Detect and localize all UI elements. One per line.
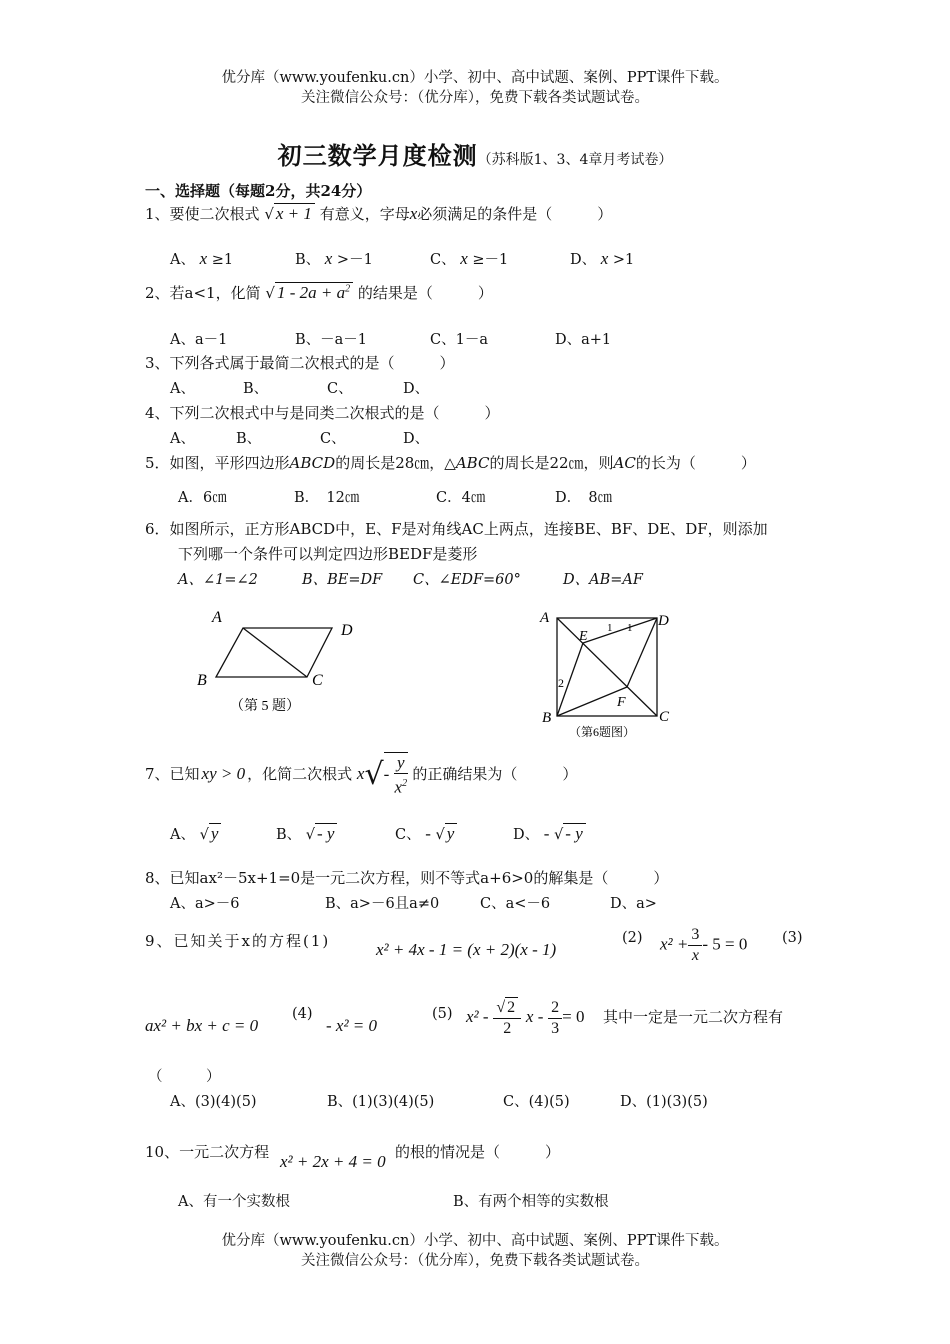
q6-option-c: C、∠EDF=60°: [413, 572, 521, 588]
q9-option-c: C、(4)(5): [503, 1094, 570, 1110]
q3-option-b: B、: [243, 381, 269, 397]
footer-line-1: 优分库（www.youfenku.cn）小学、初中、高中试题、案例、PPT课件下载。: [221, 1233, 729, 1249]
q5-option-b: B． 12㎝: [294, 490, 360, 506]
fig6-label-c: C: [659, 709, 670, 725]
q9-tail: 其中一定是一元二次方程有: [603, 1008, 784, 1026]
q6-option-b: B、BE=DF: [302, 572, 383, 588]
fig6-label-e: E: [579, 629, 588, 644]
q1-option-a: A、 x ≥1: [170, 249, 234, 268]
fig5-label-d: D: [341, 622, 353, 639]
q2-option-a: A、a－1: [170, 332, 228, 348]
fig6-angle-1a: 1: [607, 622, 613, 634]
q7-option-c: C、 - √ y: [395, 823, 457, 844]
q5-option-a: A．6㎝: [178, 490, 227, 506]
q2-option-b: B、－a－1: [295, 332, 368, 348]
q5-option-d: D． 8㎝: [555, 490, 613, 506]
fig5-label-a: A: [212, 609, 222, 626]
header-line-1: 优分库（www.youfenku.cn）小学、初中、高中试题、案例、PPT课件下载。: [221, 70, 729, 86]
header-line-2: 关注微信公众号：（优分库），免费下载各类试题试卷。: [301, 90, 649, 106]
q1-prefix: 1、要使二次根式: [145, 205, 260, 223]
fig6-label-d: D: [658, 613, 669, 629]
question-6-line-2: 下列哪一个条件可以判定四边形BEDF是菱形: [178, 545, 478, 563]
q1-option-b: B、 x >－1: [295, 249, 373, 268]
q4-option-b: B、: [236, 431, 262, 447]
q4-option-d: D、: [403, 431, 430, 447]
title-sub: （苏科版1、3、4章月考试卷）: [477, 152, 673, 168]
fig6-line-de: [583, 618, 657, 643]
fig6-label-b: B: [542, 710, 552, 726]
q9-option-b: B、(1)(3)(4)(5): [327, 1094, 435, 1110]
q2-option-c: C、1－a: [430, 332, 488, 348]
q7-option-d: D、 - √ - y: [513, 823, 586, 844]
question-9-prefix: 9、已知关于x的方程(1): [145, 932, 331, 950]
q1-suffix: 必须满足的条件是（ ）: [417, 205, 613, 223]
q2-prefix: 2、若a<1，化简: [145, 284, 261, 302]
q6-option-d: D、AB=AF: [563, 572, 643, 588]
fig5-caption: （第 5 题）: [230, 699, 300, 714]
question-8: 8、已知ax²－5x+1=0是一元二次方程，则不等式a+6>0的解集是（ ）: [145, 869, 669, 887]
q2-sqrt: √ $1 - 2a + a^2$: [265, 282, 353, 303]
q9-option-a: A、(3)(4)(5): [170, 1094, 257, 1110]
question-6-line-1: 6．如图所示，正方形ABCD中，E、F是对角线AC上两点，连接BE、BF、DE、DF，则添加: [145, 520, 768, 538]
q4-option-a: A、: [170, 431, 195, 447]
q9-label-2: (2): [622, 930, 643, 946]
q9-eq1: x² + 4x - 1 = (x + 2)(x - 1): [376, 940, 557, 959]
fig6-label-a: A: [540, 610, 550, 626]
q9-label-5: (5): [432, 1006, 453, 1022]
q5-option-c: C．4㎝: [436, 490, 486, 506]
q2-suffix: 的结果是（ ）: [357, 284, 493, 302]
q3-option-a: A、: [170, 381, 195, 397]
q2-option-d: D、a+1: [555, 332, 612, 348]
title-main: 初三数学月度检测: [277, 141, 478, 170]
q8-option-d: D、a>: [610, 896, 657, 912]
question-3: 3、下列各式属于最简二次根式的是（ ）: [145, 354, 455, 372]
question-5: 5．如图，平形四边形ABCD的周长是28㎝，△ABC的周长是22㎝，则AC的长为（ ）: [145, 454, 756, 472]
q3-option-c: C、: [327, 381, 353, 397]
q10-suffix: 的根的情况是（ ）: [395, 1143, 561, 1161]
page-title: [0, 136, 950, 171]
q10-eq: x² + 2x + 4 = 0: [280, 1152, 386, 1171]
q1-mid: 有意义，字母: [319, 205, 410, 223]
footer-line-2: 关注微信公众号：（优分库），免费下载各类试题试卷。: [301, 1253, 649, 1269]
q2-radicand: $1 - 2a + a^2$: [275, 282, 353, 303]
question-1: [145, 203, 612, 224]
q9-paren: （ ）: [148, 1069, 221, 1085]
q9-eq4: - x² = 0: [326, 1016, 378, 1035]
q1-option-c: C、 x ≥－1: [430, 249, 509, 268]
q7-option-b: B、 √ - y: [276, 823, 337, 844]
q4-option-c: C、: [320, 431, 346, 447]
q9-eq5: x² - $\frac{√ 2}{2}$ x - $\frac{2}{3}$ = 0: [466, 998, 585, 1037]
question-4: 4、下列二次根式中与是同类二次根式的是（ ）: [145, 404, 500, 422]
q8-option-c: C、a<－6: [480, 896, 551, 912]
fig6-label-f: F: [617, 695, 626, 710]
q8-option-a: A、a>－6: [170, 896, 240, 912]
question-10-prefix: 10、一元二次方程: [145, 1143, 270, 1161]
q1-sqrt: √ x + 1: [264, 203, 315, 224]
fig6-angle-2: 2: [558, 676, 564, 690]
q3-option-d: D、: [403, 381, 430, 397]
q9-option-d: D、(1)(3)(5): [620, 1094, 708, 1110]
q10-option-a: A、有一个实数根: [178, 1194, 290, 1210]
q9-eq2: x² + $\frac{3}{x}$ - 5 = 0: [660, 926, 748, 964]
q1-var: x: [409, 204, 418, 223]
fig5-diagonal-ac: [243, 628, 307, 677]
q9-label-3: (3): [782, 930, 803, 946]
fig5-label-b: B: [197, 672, 207, 689]
fig6-caption: （第6题图）: [569, 725, 636, 739]
question-2: [145, 282, 493, 303]
q6-option-a: A、∠1=∠2: [178, 572, 258, 588]
fig5-label-c: C: [312, 672, 323, 689]
q10-option-b: B、有两个相等的实数根: [453, 1194, 609, 1210]
q1-radicand: x + 1: [274, 203, 315, 224]
q1-option-d: D、 x >1: [570, 249, 635, 268]
figure-5-parallelogram: [190, 600, 390, 725]
figure-6-square: [535, 605, 685, 745]
fig6-angle-1b: 1: [627, 622, 633, 634]
q9-eq3: ax² + bx + c = 0: [145, 1016, 259, 1035]
section-heading: 一、选择题（每题2分，共24分）: [145, 182, 372, 200]
question-7: 7、已知 xy > 0 ，化简二次根式 x√- $\frac{y}{x^2}$ 的正确结果为（ ）: [145, 753, 578, 797]
q7-option-a: A、 √ y: [170, 823, 221, 844]
q9-label-4: (4): [292, 1006, 313, 1022]
q8-option-b: B、a>－6且a≠0: [325, 896, 440, 912]
